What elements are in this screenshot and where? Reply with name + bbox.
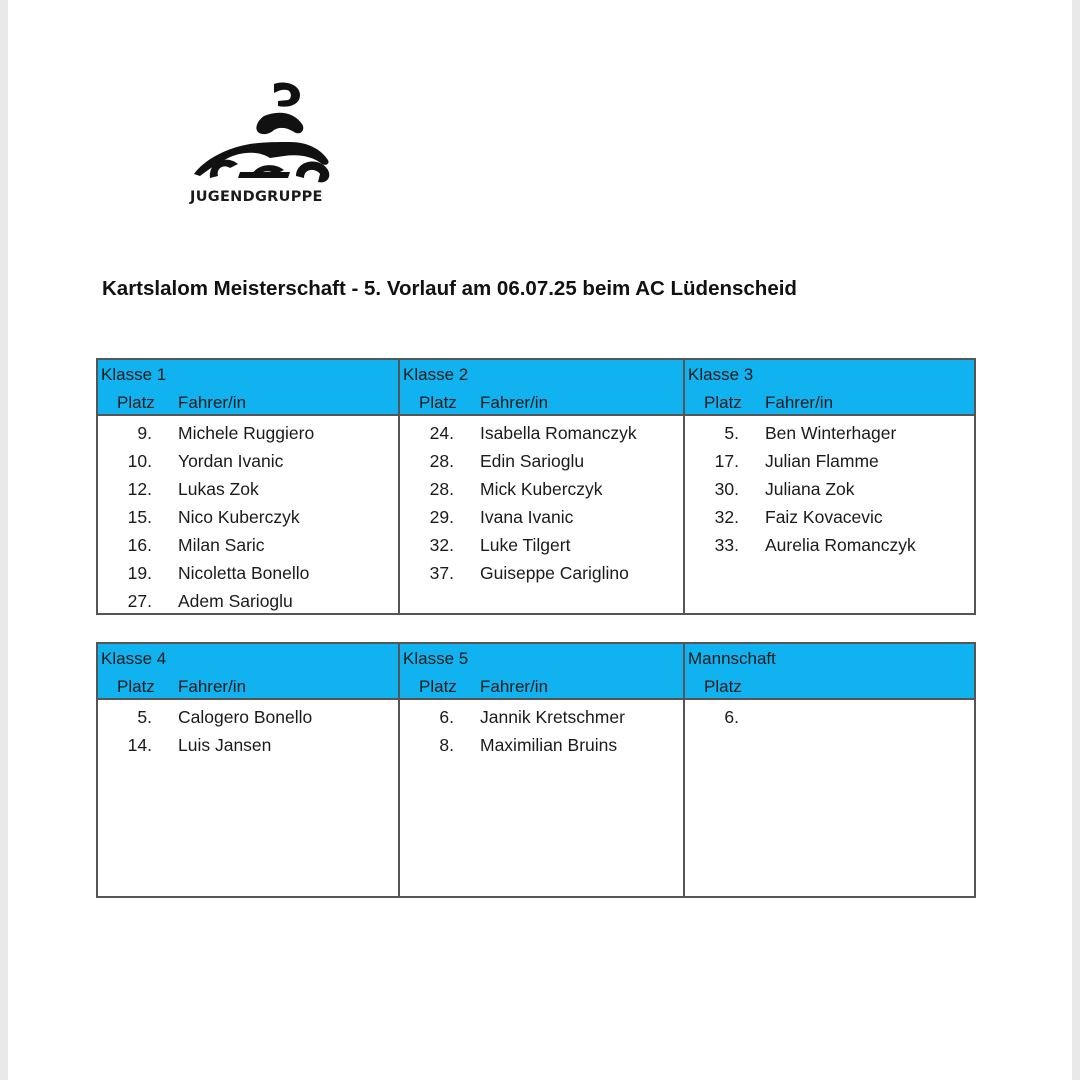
result-row bbox=[685, 447, 974, 475]
driver-name: Edin Sarioglu bbox=[480, 451, 585, 471]
class-column bbox=[98, 644, 398, 896]
results-table-2 bbox=[96, 642, 976, 898]
class-name: Klasse 5 bbox=[403, 649, 469, 668]
class-header bbox=[685, 644, 974, 700]
driver-name: Juliana Zok bbox=[765, 479, 855, 499]
placement: 32. bbox=[429, 535, 454, 555]
result-row bbox=[98, 531, 398, 559]
fahrer-header: Fahrer/in bbox=[480, 677, 549, 696]
driver-name: Lukas Zok bbox=[178, 479, 259, 499]
result-row bbox=[98, 419, 398, 447]
driver-name: Nicoletta Bonello bbox=[178, 563, 310, 583]
placement: 5. bbox=[137, 707, 152, 727]
driver-name: Jannik Kretschmer bbox=[480, 707, 625, 727]
driver-name: Calogero Bonello bbox=[178, 707, 313, 727]
result-row bbox=[98, 475, 398, 503]
logo-text: JUGENDGRUPPE bbox=[190, 189, 323, 205]
placement: 15. bbox=[127, 507, 152, 527]
result-row bbox=[98, 503, 398, 531]
class-name: Klasse 4 bbox=[101, 649, 167, 668]
fahrer-header: Fahrer/in bbox=[765, 393, 834, 412]
placement: 8. bbox=[439, 735, 454, 755]
result-row bbox=[685, 419, 974, 447]
class-column bbox=[98, 360, 398, 615]
class-name: Klasse 2 bbox=[403, 365, 469, 384]
placement: 5. bbox=[724, 423, 739, 443]
placement: 37. bbox=[429, 563, 454, 583]
club-logo bbox=[186, 78, 336, 212]
driver-name: Nico Kuberczyk bbox=[178, 507, 300, 527]
class-name: Klasse 3 bbox=[688, 365, 754, 384]
driver-name: Luke Tilgert bbox=[480, 535, 571, 555]
platz-header: Platz bbox=[117, 393, 155, 412]
placement: 24. bbox=[429, 423, 454, 443]
document-page bbox=[8, 0, 1072, 1080]
driver-name: Guiseppe Cariglino bbox=[480, 563, 629, 583]
result-row bbox=[685, 475, 974, 503]
class-header bbox=[98, 360, 398, 416]
platz-header: Platz bbox=[704, 393, 742, 412]
result-row bbox=[685, 503, 974, 531]
result-row bbox=[98, 447, 398, 475]
placement: 32. bbox=[714, 507, 739, 527]
placement: 12. bbox=[127, 479, 152, 499]
result-row bbox=[685, 531, 974, 559]
result-row bbox=[685, 703, 974, 731]
fahrer-header: Fahrer/in bbox=[178, 677, 247, 696]
class-column bbox=[398, 360, 683, 615]
placement: 14. bbox=[127, 735, 152, 755]
kart-driver-icon bbox=[186, 78, 336, 188]
class-header bbox=[400, 644, 683, 700]
driver-name: Isabella Romanczyk bbox=[480, 423, 637, 443]
platz-header: Platz bbox=[704, 677, 742, 696]
result-row bbox=[400, 475, 683, 503]
driver-name: Maximilian Bruins bbox=[480, 735, 618, 755]
result-row bbox=[400, 447, 683, 475]
driver-name: Michele Ruggiero bbox=[178, 423, 315, 443]
result-row bbox=[98, 703, 398, 731]
class-header bbox=[98, 644, 398, 700]
driver-name: Ivana Ivanic bbox=[480, 507, 574, 527]
class-header bbox=[685, 360, 974, 416]
driver-name: Aurelia Romanczyk bbox=[765, 535, 916, 555]
result-row bbox=[400, 531, 683, 559]
fahrer-header: Fahrer/in bbox=[178, 393, 247, 412]
driver-name: Mick Kuberczyk bbox=[480, 479, 603, 499]
result-row bbox=[98, 559, 398, 587]
class-header bbox=[400, 360, 683, 416]
result-row bbox=[400, 731, 683, 759]
result-row bbox=[400, 419, 683, 447]
class-column bbox=[398, 644, 683, 896]
driver-name: Luis Jansen bbox=[178, 735, 272, 755]
placement: 27. bbox=[127, 591, 152, 611]
fahrer-header: Fahrer/in bbox=[480, 393, 549, 412]
driver-name: Ben Winterhager bbox=[765, 423, 897, 443]
platz-header: Platz bbox=[117, 677, 155, 696]
placement: 30. bbox=[714, 479, 739, 499]
platz-header: Platz bbox=[419, 393, 457, 412]
result-row bbox=[98, 731, 398, 759]
class-column bbox=[683, 360, 974, 615]
results-table-1 bbox=[96, 358, 976, 615]
result-row bbox=[400, 703, 683, 731]
class-name: Klasse 1 bbox=[101, 365, 167, 384]
placement: 19. bbox=[127, 563, 152, 583]
placement: 33. bbox=[714, 535, 739, 555]
placement: 9. bbox=[137, 423, 152, 443]
driver-name: Yordan Ivanic bbox=[178, 451, 284, 471]
page-title: Kartslalom Meisterschaft - 5. Vorlauf am 06.07.25 beim AC Lüdenscheid bbox=[102, 277, 797, 300]
placement: 16. bbox=[127, 535, 152, 555]
result-row bbox=[98, 587, 398, 615]
placement: 28. bbox=[429, 451, 454, 471]
result-row bbox=[400, 559, 683, 587]
placement: 29. bbox=[429, 507, 454, 527]
placement: 6. bbox=[724, 707, 739, 727]
placement: 10. bbox=[127, 451, 152, 471]
driver-name: Julian Flamme bbox=[765, 451, 879, 471]
placement: 6. bbox=[439, 707, 454, 727]
class-name: Mannschaft bbox=[688, 649, 776, 668]
driver-name: Milan Saric bbox=[178, 535, 265, 555]
driver-name: Adem Sarioglu bbox=[178, 591, 293, 611]
placement: 17. bbox=[714, 451, 739, 471]
platz-header: Platz bbox=[419, 677, 457, 696]
result-row bbox=[400, 503, 683, 531]
placement: 28. bbox=[429, 479, 454, 499]
class-column bbox=[683, 644, 974, 896]
driver-name: Faiz Kovacevic bbox=[765, 507, 883, 527]
